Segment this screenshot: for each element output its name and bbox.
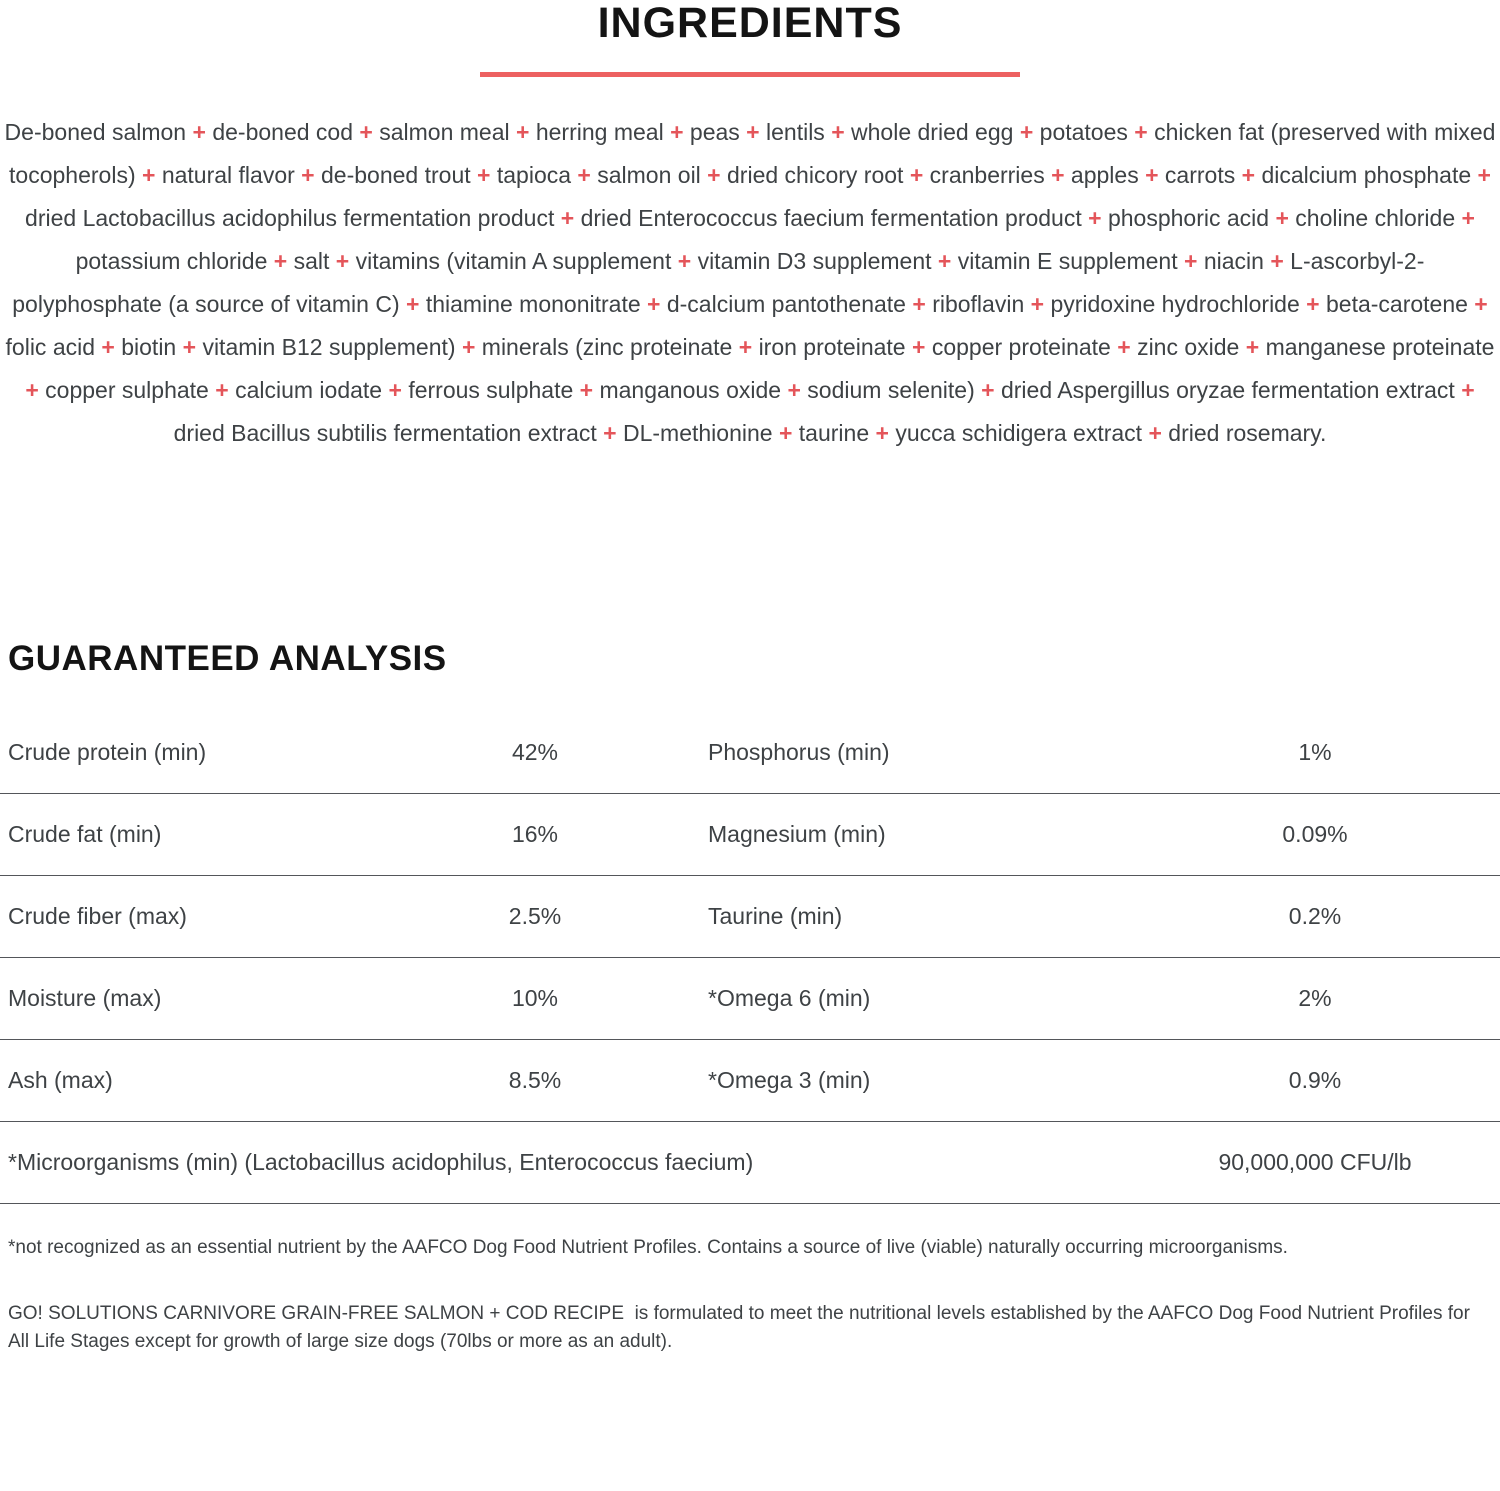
ingredient-item: biotin <box>121 334 177 360</box>
plus-separator: + <box>903 162 930 188</box>
microorganisms-row <box>0 1122 1500 1204</box>
nutrient-value: 1% <box>1298 739 1332 765</box>
nutrient-value: 2.5% <box>508 903 562 929</box>
ingredients-title: INGREDIENTS <box>597 0 903 47</box>
table-row <box>0 958 1500 1040</box>
ingredient-item: natural flavor <box>161 162 295 188</box>
ingredient-item: dried rosemary. <box>1168 420 1327 446</box>
guaranteed-analysis-title: GUARANTEED ANALYSIS <box>8 639 447 678</box>
plus-separator: + <box>1081 205 1108 231</box>
plus-separator: + <box>509 119 536 145</box>
ingredient-item: salmon meal <box>379 119 510 145</box>
ingredient-item: dried Lactobacillus acidophilus fermentation product <box>25 205 555 231</box>
ingredient-item: minerals (zinc proteinate <box>481 334 733 360</box>
plus-separator: + <box>1455 205 1475 231</box>
ingredient-item: carrots <box>1164 162 1236 188</box>
plus-separator: + <box>382 377 409 403</box>
plus-separator: + <box>573 377 600 403</box>
plus-separator: + <box>640 291 667 317</box>
plus-separator: + <box>176 334 203 360</box>
plus-separator: + <box>1044 162 1071 188</box>
nutrient-value: 8.5% <box>508 1067 562 1093</box>
ingredient-item: herring meal <box>535 119 664 145</box>
formulation-footnote: GO! SOLUTIONS CARNIVORE GRAIN-FREE SALMON + COD RECIPE is formulated to meet the nutritional levels established by the AAFCO Dog Food Nutrient Profiles for All Life Stages except for growth of large size dogs (70lbs or more as an adult). <box>8 1303 1475 1352</box>
plus-separator: + <box>663 119 690 145</box>
nutrient-label: Moisture (max) <box>8 985 162 1011</box>
plus-separator: + <box>700 162 728 188</box>
ingredient-item: copper proteinate <box>931 334 1111 360</box>
ingredient-item: lentils <box>766 119 825 145</box>
plus-separator: + <box>455 334 482 360</box>
table-row <box>0 1040 1500 1122</box>
plus-separator: + <box>294 162 322 188</box>
ingredient-item: dried chicory root <box>727 162 904 188</box>
ingredient-item: potassium chloride <box>75 248 268 274</box>
ingredient-item: salmon oil <box>597 162 701 188</box>
ingredient-item: chicken fat (preserved with mixed tocopherols) <box>9 119 1496 188</box>
ingredient-item: L-ascorbyl-2-polyphosphate (a source of vitamin C) <box>12 248 1425 317</box>
ingredient-item: niacin <box>1203 248 1264 274</box>
ingredient-item: vitamin E supplement <box>957 248 1178 274</box>
ingredient-item: de-boned trout <box>321 162 471 188</box>
plus-separator: + <box>1110 334 1138 360</box>
plus-separator: + <box>1467 291 1488 317</box>
ingredient-item: cranberries <box>929 162 1045 188</box>
nutrient-value: 0.2% <box>1288 903 1342 929</box>
ingredient-item: salt <box>293 248 330 274</box>
plus-separator: + <box>1263 248 1291 274</box>
plus-separator: + <box>1138 162 1165 188</box>
plus-separator: + <box>25 377 46 403</box>
plus-separator: + <box>329 248 356 274</box>
plus-separator: + <box>905 291 933 317</box>
nutrient-value: 42% <box>511 739 559 765</box>
plus-separator: + <box>1454 377 1475 403</box>
plus-separator: + <box>869 420 896 446</box>
nutrient-label: *Omega 6 (min) <box>708 985 871 1011</box>
plus-separator: + <box>671 248 698 274</box>
ingredient-item: dried Enterococcus faecium fermentation product <box>580 205 1082 231</box>
plus-separator: + <box>781 377 808 403</box>
ingredient-item: pyridoxine hydrochloride <box>1050 291 1300 317</box>
plus-separator: + <box>732 334 759 360</box>
ingredient-item: dicalcium phosphate <box>1261 162 1472 188</box>
nutrient-label: Crude fiber (max) <box>8 903 187 929</box>
plus-separator: + <box>824 119 852 145</box>
nutrient-value: 0.9% <box>1288 1067 1342 1093</box>
nutrient-label: Phosphorus (min) <box>708 739 890 765</box>
ingredient-item: beta-carotene <box>1325 291 1468 317</box>
plus-separator: + <box>186 119 213 145</box>
plus-separator: + <box>470 162 497 188</box>
ingredient-item: choline chloride <box>1295 205 1456 231</box>
nutrient-label: *Omega 3 (min) <box>708 1067 871 1093</box>
ingredients-text <box>4 111 1496 455</box>
ingredient-item: taurine <box>798 420 870 446</box>
ingredient-item: phosphoric acid <box>1107 205 1270 231</box>
ingredient-item: DL-methionine <box>622 420 773 446</box>
nutrient-label: Magnesium (min) <box>708 821 886 847</box>
ingredient-item: manganese proteinate <box>1265 334 1495 360</box>
plus-separator: + <box>399 291 426 317</box>
nutrient-value: 10% <box>511 985 559 1011</box>
ingredient-item: vitamin D3 supplement <box>697 248 932 274</box>
ingredient-item: yucca schidigera extract <box>895 420 1143 446</box>
ingredient-item: copper sulphate <box>45 377 209 403</box>
ingredient-item: iron proteinate <box>758 334 906 360</box>
plus-separator: + <box>208 377 236 403</box>
plus-separator: + <box>739 119 766 145</box>
ingredient-item: calcium iodate <box>235 377 383 403</box>
ingredient-item: manganous oxide <box>599 377 782 403</box>
plus-separator: + <box>1239 334 1266 360</box>
table-row <box>0 876 1500 958</box>
nutrient-label: Taurine (min) <box>708 903 843 929</box>
plus-separator: + <box>974 377 1001 403</box>
ingredient-item: tapioca <box>496 162 572 188</box>
ingredient-item: sodium selenite) <box>807 377 975 403</box>
plus-separator: + <box>772 420 799 446</box>
nutrient-value: 2% <box>1298 985 1332 1011</box>
ingredient-item: riboflavin <box>932 291 1025 317</box>
nutrient-label: Ash (max) <box>8 1067 113 1093</box>
plus-separator: + <box>353 119 380 145</box>
ingredient-item: folic acid <box>5 334 96 360</box>
plus-separator: + <box>1177 248 1204 274</box>
ingredient-item: potatoes <box>1039 119 1128 145</box>
plus-separator: + <box>1299 291 1326 317</box>
plus-separator: + <box>1235 162 1262 188</box>
ingredient-item: d-calcium pantothenate <box>666 291 906 317</box>
plus-separator: + <box>596 420 623 446</box>
ingredient-item: peas <box>689 119 740 145</box>
plus-separator: + <box>931 248 958 274</box>
plus-separator: + <box>1013 119 1040 145</box>
aafco-footnote: *not recognized as an essential nutrient by the AAFCO Dog Food Nutrient Profiles. Contains a source of live (viable) naturally occurring microorganisms. <box>8 1237 1288 1258</box>
plus-separator: + <box>905 334 932 360</box>
ingredient-item: ferrous sulphate <box>408 377 574 403</box>
table-row <box>0 712 1500 794</box>
plus-separator: + <box>1142 420 1169 446</box>
ingredient-item: vitamin B12 supplement) <box>202 334 456 360</box>
ingredient-item: thiamine mononitrate <box>425 291 641 317</box>
nutrient-label: Crude protein (min) <box>8 739 207 765</box>
nutrient-label: *Microorganisms (min) (Lactobacillus acidophilus, Enterococcus faecium) <box>8 1149 754 1175</box>
plus-separator: + <box>135 162 162 188</box>
nutrient-value: 0.09% <box>1282 821 1348 847</box>
plus-separator: + <box>1269 205 1296 231</box>
analysis-table <box>0 712 1500 1204</box>
plus-separator: + <box>95 334 122 360</box>
ingredient-item: vitamins (vitamin A supplement <box>355 248 672 274</box>
ingredient-item: whole dried egg <box>851 119 1014 145</box>
ingredient-item: zinc oxide <box>1137 334 1240 360</box>
ingredient-item: De-boned salmon <box>4 119 187 145</box>
plus-separator: + <box>1127 119 1155 145</box>
analysis-table-rows <box>0 712 1500 1122</box>
nutrient-value: 90,000,000 CFU/lb <box>1218 1149 1412 1175</box>
nutrient-label: Crude fat (min) <box>8 821 162 847</box>
ingredient-item: de-boned cod <box>212 119 354 145</box>
plus-separator: + <box>571 162 598 188</box>
plus-separator: + <box>1471 162 1491 188</box>
title-underline <box>480 72 1020 77</box>
table-row <box>0 794 1500 876</box>
ingredient-item: dried Bacillus subtilis fermentation extract <box>173 420 597 446</box>
plus-separator: + <box>554 205 581 231</box>
plus-separator: + <box>1024 291 1051 317</box>
ingredient-item: apples <box>1070 162 1139 188</box>
nutrient-value: 16% <box>511 821 559 847</box>
plus-separator: + <box>267 248 294 274</box>
ingredient-item: dried Aspergillus oryzae fermentation extract <box>1000 377 1455 403</box>
